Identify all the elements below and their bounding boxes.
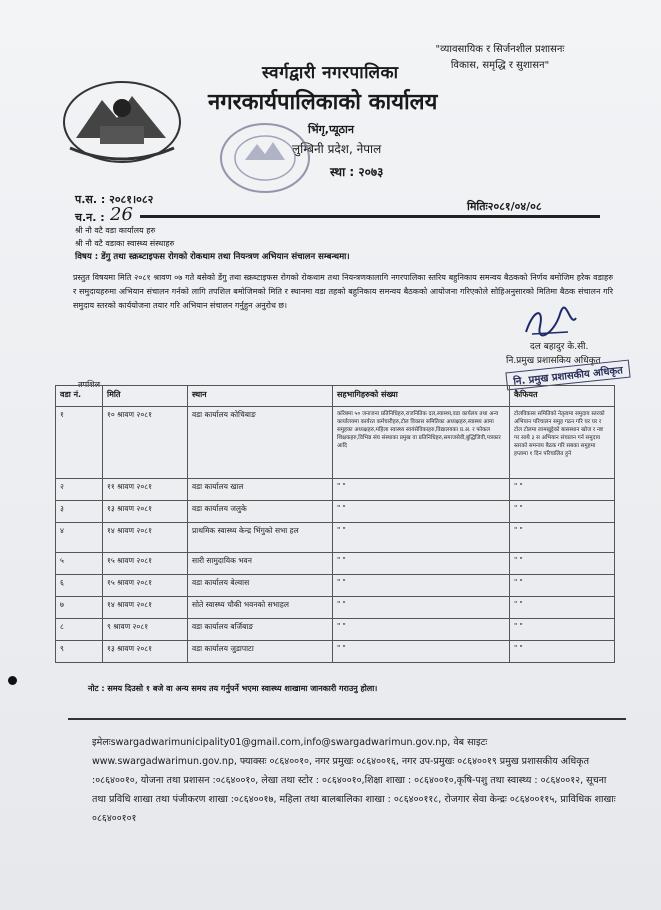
- table-row: [56, 407, 615, 479]
- table-caption: तपशिल: [78, 380, 101, 389]
- place-cell: प्राथमिक स्वास्थ्य केन्द्र भिंगुको सभा हल: [188, 523, 333, 553]
- date-cell: १४ श्रावण २०८१: [103, 523, 188, 553]
- recipient-wards: श्री नौ वटै वडा कार्यालय हरु: [75, 226, 156, 235]
- office-seal-stamp: [205, 116, 325, 206]
- place-cell: वडा कार्यालय जुडापाटा: [188, 641, 333, 663]
- ward-cell: ५: [56, 553, 103, 575]
- recipient-health: श्री नौ वटै वडाका स्वास्थ्य संस्थाहरु: [75, 239, 175, 248]
- establishment-year: स्था : २०७३: [330, 165, 384, 179]
- table-row: [56, 597, 615, 619]
- participants-cell: " ": [333, 619, 510, 641]
- table-row: [56, 501, 615, 523]
- date-cell: ११ श्रावण २०८१: [103, 479, 188, 501]
- letter-date: मितिः२०८१/०४/०८: [467, 200, 542, 213]
- ward-cell: १: [56, 407, 103, 479]
- remarks-cell: " ": [510, 575, 615, 597]
- letter-body: प्रस्तुत विषयमा मिति २०८१ श्रावण ०७ गते बसेको डेंगु तथा स्क्रब्टाइफस रोगको रोकथाम तथा नियन्त्रणकालागि नगरपालिका स्तरिय बहुनिकाय समन्वय बैठकको निर्णय बमोजिम हरेक वडाहरु र समुदायहरुमा अभियान संचालन गर्नको लागि तपशिल बमोजिमको मिति र स्थानमा वडा तहको बहुनिकाय समन्वय बैठकको आयोजना गरिएकोले सोहिअनुसारको मितिमा बैठक संचालन गरि समुदाय स्तरको कार्ययोजना तयार गरि अभियान संचालन गर्नुहुन अनुरोध छ।: [73, 273, 613, 310]
- header-divider: [140, 215, 600, 218]
- office-name: नगरकार्यपालिकाको कार्यालय: [208, 90, 438, 115]
- table-row: [56, 553, 615, 575]
- patra-sankhya: प.स. : २०८१।०८२: [75, 193, 154, 206]
- table-row: [56, 619, 615, 641]
- header-remarks: कैफियत: [510, 386, 615, 407]
- ward-cell: ६: [56, 575, 103, 597]
- table-row: [56, 523, 615, 553]
- ward-cell: ८: [56, 619, 103, 641]
- table-row: [56, 575, 615, 597]
- participants-cell: " ": [333, 597, 510, 619]
- footer-divider: [68, 718, 626, 720]
- remarks-cell: " ": [510, 479, 615, 501]
- place-cell: वडा कार्यालय बर्जिबाङ: [188, 619, 333, 641]
- handwritten-signature: [520, 304, 580, 340]
- signer-name: दल बहादुर के.सी.: [530, 342, 589, 352]
- remarks-cell: " ": [510, 641, 615, 663]
- ward-cell: ४: [56, 523, 103, 553]
- office-place: भिंगृ,प्यूठान: [308, 123, 354, 136]
- place-cell: वडा कार्यालय खाल: [188, 479, 333, 501]
- date-cell: १५ श्रावण २०८१: [103, 553, 188, 575]
- signer-title: नि.प्रमुख प्रशासकिय अधिकृत: [506, 356, 601, 366]
- place-cell: सारी सामुदायिक भवन: [188, 553, 333, 575]
- table-header-row: [56, 386, 615, 407]
- date-cell: १४ श्रावण २०८१: [103, 597, 188, 619]
- nepal-emblem-logo: [62, 78, 182, 164]
- date-cell: १० श्रावण २०८१: [103, 407, 188, 479]
- remarks-cell: " ": [510, 619, 615, 641]
- ink-dot: [8, 676, 17, 685]
- contact-footer: इमेलःswargadwarimunicipality01@gmail.com,info@swargadwarimun.gov.np, वेब साइटः www.swargadwarimun.gov.np, फ्याक्सः ०८६४००१०, नगर प्रमुखः ०८६४००१६, नगर उप-प्रमुखः ०८६४००१९ प्रमुख प्रशासकीय अधिकृत :०८६४००१०, योजना तथा प्रशासन :०८६४००१०, लेखा तथा स्टोर : ०८६४००१०,शिक्षा शाखा : ०८६४००१०,कृषि-पशु तथा स्वास्थ्य : ०८६४००१२, सूचना तथा प्रविधि शाखा तथा पंजीकरण शाखा :०८६४००१७, महिला तथा बालबालिका शाखा : ०८६४००११८, रोजगार सेवा केन्द्रः ०८६४००११५, प्राविधिक शाखाः ०८६४००१०१: [92, 737, 616, 824]
- remarks-cell: " ": [510, 501, 615, 523]
- ward-cell: ७: [56, 597, 103, 619]
- header-participants: सहभागिहरुको संख्या: [333, 386, 510, 407]
- chalani-number: 26: [110, 204, 133, 225]
- participants-cell: " ": [333, 575, 510, 597]
- table-row: [56, 641, 615, 663]
- participants-cell: करिबमा ५० जनाजना प्रतिनिधिहरु,राजनितिक दल,स्वास्थ्य,वडा कार्यलय तथा अन्य कार्यालयमा कार्यरत कर्मचारीहरु,टोल विकास समितिका अध्यक्षहरु,स्वास्थ्य आमा समुहका अध्यक्षहरु,महिला स्वास्थ्य स्वयंसेविकाहरु,विद्यालयका प्र.अ. र फोकल शिक्षकहरु,विभिन्न संघ संस्थाका प्रमुख वा प्रतिनिधिहरु,समाजसेवी,बुद्धिजिवी,पत्रकार आदि: [333, 407, 510, 479]
- place-cell: वडा कार्यालय बेल्वास: [188, 575, 333, 597]
- chalani-label: च.न. :: [75, 211, 105, 224]
- ward-cell: २: [56, 479, 103, 501]
- signer-stamp: नि. प्रमुख प्रशासकीय अधिकृत: [505, 360, 630, 391]
- remarks-cell: टोलविकास समितिको नेतृत्वमा समुदाय स्तरको अभियान परिचालन समुह गठन गरि घर घर र टोल टोलमा लामखुट्टेको बासस्थान खोज र नष्ट गर साथै ३ स अभियान संचालन गर्न समुदाय स्तरको समन्वय बैठक गरि सबका समुहमा हप्तामा १ दिन परिचालित हुने: [510, 407, 615, 479]
- participants-cell: " ": [333, 523, 510, 553]
- place-cell: वडा कार्यालय कोचिबाङ: [188, 407, 333, 479]
- header-ward: वडा नं.: [56, 386, 103, 407]
- participants-cell: " ": [333, 553, 510, 575]
- participants-cell: " ": [333, 641, 510, 663]
- remarks-cell: " ": [510, 553, 615, 575]
- date-cell: १३ श्रावण २०८१: [103, 501, 188, 523]
- participants-cell: " ": [333, 479, 510, 501]
- office-province: लुम्बिनी प्रदेश, नेपाल: [292, 142, 382, 156]
- date-cell: १५ श्रावण २०८१: [103, 575, 188, 597]
- ward-cell: ९: [56, 641, 103, 663]
- participants-cell: " ": [333, 501, 510, 523]
- date-cell: १३ श्रावण २०८१: [103, 641, 188, 663]
- motto: "व्यावसायिक र सिर्जनशील प्रशासनः विकास, समृद्धि र सुशासन": [435, 44, 565, 71]
- note: नोट : समय दिउसो १ बजे वा अन्य समय तय गर्नुपर्ने भएमा स्वास्थ्य शाखामा जानकारी गराउनु होला।: [88, 684, 378, 693]
- table-row: [56, 479, 615, 501]
- ward-cell: ३: [56, 501, 103, 523]
- remarks-cell: " ": [510, 597, 615, 619]
- place-cell: वडा कार्यालय जलुके: [188, 501, 333, 523]
- header-place: स्थान: [188, 386, 333, 407]
- schedule-table: [55, 385, 615, 663]
- municipality-name: स्वर्गद्वारी नगरपालिका: [262, 63, 399, 83]
- remarks-cell: " ": [510, 523, 615, 553]
- place-cell: सोते स्वास्थ्य चौकी भवनको सभाहल: [188, 597, 333, 619]
- date-cell: ९ श्रावण २०८१: [103, 619, 188, 641]
- letter-subject: विषय : डेंगु तथा स्क्रब्टाइफस रोगको रोकथाम तथा नियन्त्रण अभियान संचालन सम्बन्धमा।: [75, 252, 350, 262]
- header-date: मिति: [103, 386, 188, 407]
